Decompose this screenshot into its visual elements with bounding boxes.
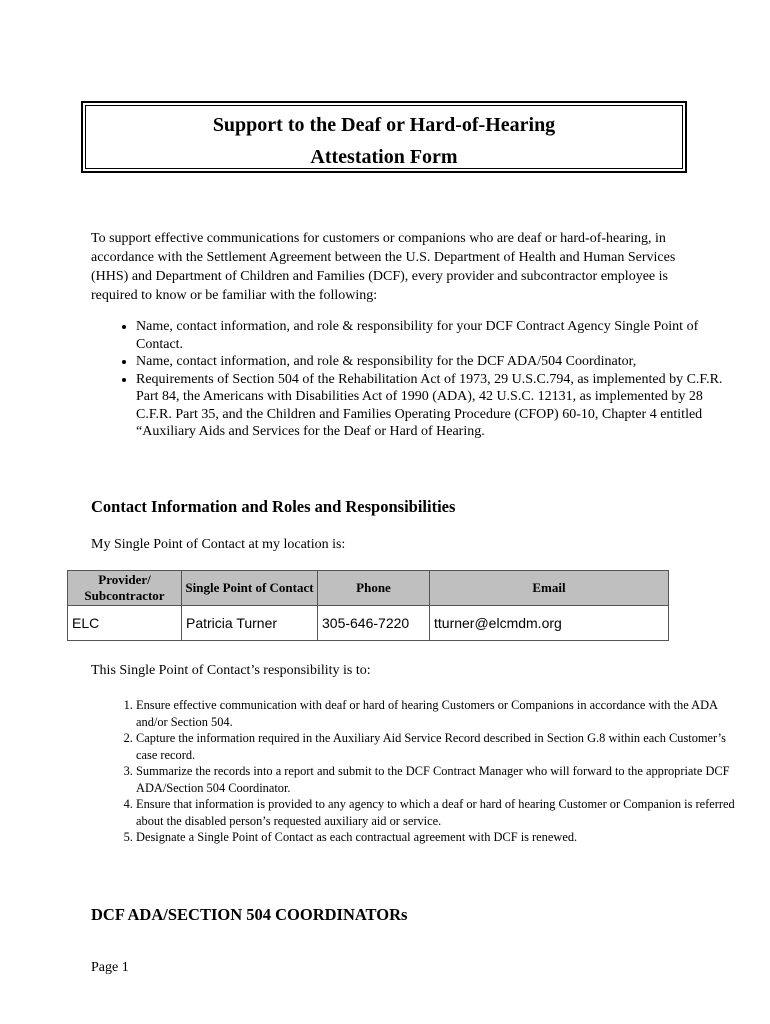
- responsibility-item: 1. Ensure effective communication with deaf or hard of hearing Customers or Companions in accordance with the ADA and/or Section 504.: [136, 697, 736, 730]
- form-title: Support to the Deaf or Hard-of-Hearing: [212, 114, 556, 136]
- title-box: [81, 101, 687, 173]
- responsibility-intro: This Single Point of Contact’s responsibility is to:: [91, 663, 371, 678]
- table-row: [68, 606, 669, 641]
- responsibility-item: 4. Ensure that information is provided to any agency to which a deaf or hard of hearing Customer or Companion is referred about the disabled person’s requested auxiliary aid or service.: [136, 796, 736, 829]
- spoc-intro: My Single Point of Contact at my location is:: [91, 537, 346, 552]
- coordinators-heading: DCF ADA/SECTION 504 COORDINATORs: [91, 905, 408, 924]
- responsibility-item: 2. Capture the information required in the Auxiliary Aid Service Record described in Section G.8 within each Customer’s case record.: [136, 730, 736, 763]
- column-header-phone: Phone: [318, 571, 430, 606]
- provider-cell[interactable]: ELC: [68, 606, 182, 641]
- requirement-item: • Requirements of Section 504 of the Rehabilitation Act of 1973, 29 U.S.C.794, as implemented by C.F.R. Part 84, the Americans with Disabilities Act of 1990 (ADA), 42 U.S.C. 12131, as implemented by 28 C.F.R. Part 35, and the Children and Families Operating Procedure (CFOP) 60-10, Chapter 4 entitled “Auxiliary Aids and Services for the Deaf or Hard of Hearing.: [136, 371, 726, 441]
- title-inner: [85, 105, 683, 169]
- phone-cell[interactable]: 305-646-7220: [318, 606, 430, 641]
- column-header-contact: Single Point of Contact: [182, 571, 318, 606]
- responsibility-item: 3. Summarize the records into a report and submit to the DCF Contract Manager who will forward to the appropriate DCF ADA/Section 504 Coordinator.: [136, 763, 736, 796]
- requirement-item: • Name, contact information, and role & responsibility for the DCF ADA/504 Coordinator,: [136, 353, 726, 371]
- contact-cell[interactable]: Patricia Turner: [182, 606, 318, 641]
- email-cell[interactable]: tturner@elcmdm.org: [430, 606, 669, 641]
- column-header-provider: Provider/ Subcontractor: [68, 571, 182, 606]
- requirements-list: [91, 318, 726, 441]
- table-header-row: [68, 571, 669, 606]
- requirement-item: • Name, contact information, and role & responsibility for your DCF Contract Agency Single Point of Contact.: [136, 318, 726, 353]
- intro-paragraph: To support effective communications for customers or companions who are deaf or hard-of-hearing, in accordance with the Settlement Agreement between the U.S. Department of Health and Human Services (HHS) and Department of Children and Families (DCF), every provider and subcontractor employee is required to know or be familiar with the following:: [91, 231, 676, 303]
- form-subtitle: Attestation Form: [310, 146, 458, 168]
- section-heading: Contact Information and Roles and Responsibilities: [91, 497, 456, 516]
- contact-table: [67, 570, 669, 641]
- page-number: Page 1: [91, 960, 129, 975]
- responsibility-item: 5. Designate a Single Point of Contact as each contractual agreement with DCF is renewed.: [136, 829, 736, 846]
- responsibilities-list: [91, 697, 736, 846]
- column-header-email: Email: [430, 571, 669, 606]
